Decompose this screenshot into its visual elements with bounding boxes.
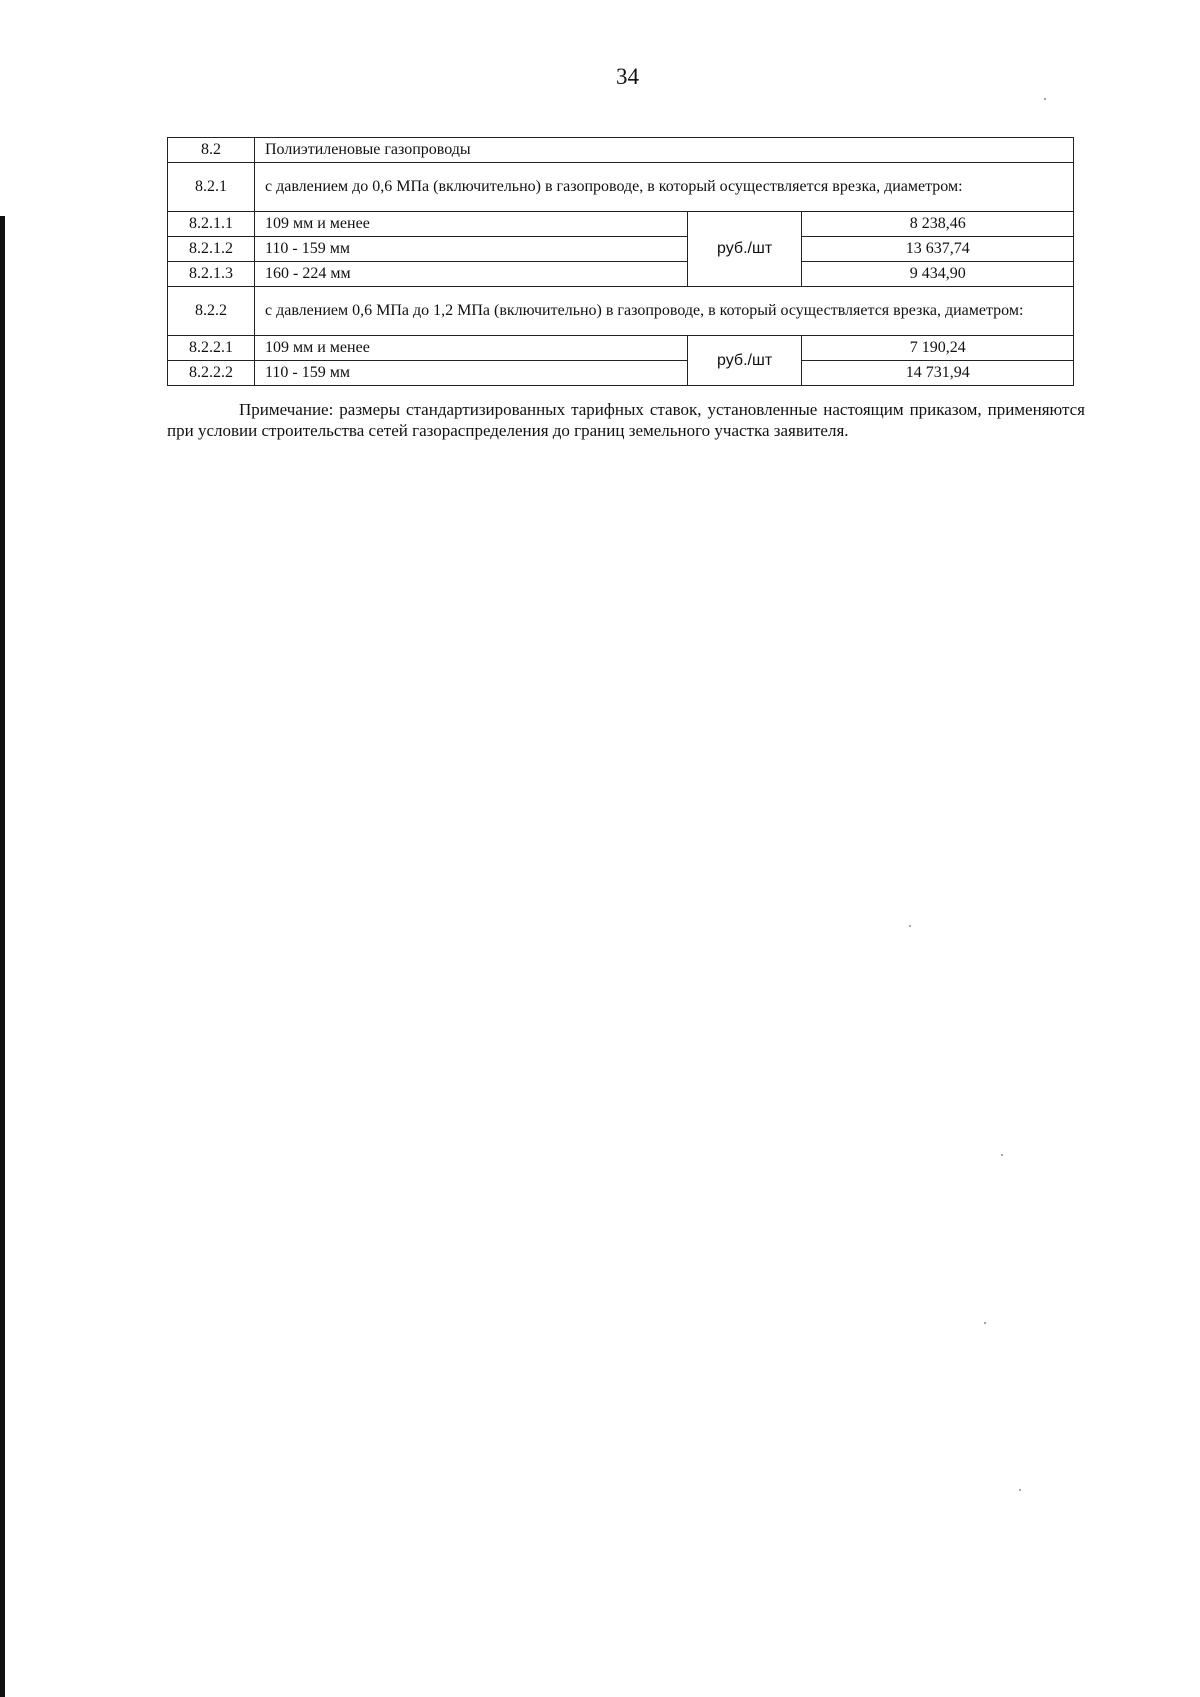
- row-value: 13 637,74: [802, 237, 1074, 262]
- scan-edge-shadow: [0, 216, 5, 1697]
- row-number: 8.2.1.3: [168, 262, 255, 287]
- row-value: 8 238,46: [802, 212, 1074, 237]
- scan-speck: [1019, 1489, 1021, 1491]
- row-description: 110 - 159 мм: [254, 361, 687, 386]
- row-description: 109 мм и менее: [254, 336, 687, 361]
- table-row: [168, 138, 1074, 163]
- row-number: 8.2.2.2: [168, 361, 255, 386]
- table-row: [168, 163, 1074, 212]
- table-row: [168, 237, 1074, 262]
- row-description: 109 мм и менее: [254, 212, 687, 237]
- row-description: 110 - 159 мм: [254, 237, 687, 262]
- row-description: Полиэтиленовые газопроводы: [254, 138, 1073, 163]
- table-row: [168, 262, 1074, 287]
- table-row: [168, 361, 1074, 386]
- scan-speck: [909, 925, 911, 927]
- row-number: 8.2: [168, 138, 255, 163]
- page-number: 34: [616, 64, 639, 89]
- scan-speck: [984, 1322, 986, 1324]
- row-value: 14 731,94: [802, 361, 1074, 386]
- row-number: 8.2.2.1: [168, 336, 255, 361]
- table-row: [168, 287, 1074, 336]
- row-number: 8.2.1: [168, 163, 255, 212]
- unit-cell: руб./шт: [687, 212, 802, 287]
- scan-speck: [1044, 98, 1046, 100]
- note-paragraph: Примечание: размеры стандартизированных тарифных ставок, установленные настоящим приказом, применяются при условии строительства сетей газораспределения до границ земельного участка заявителя.: [167, 400, 1085, 440]
- row-number: 8.2.1.2: [168, 237, 255, 262]
- table-row: [168, 336, 1074, 361]
- row-description: с давлением 0,6 МПа до 1,2 МПа (включительно) в газопроводе, в который осуществляется врезка, диаметром:: [254, 287, 1073, 336]
- row-number: 8.2.1.1: [168, 212, 255, 237]
- row-value: 9 434,90: [802, 262, 1074, 287]
- scan-speck: [1001, 1154, 1003, 1156]
- row-description: 160 - 224 мм: [254, 262, 687, 287]
- table-row: [168, 212, 1074, 237]
- row-description: с давлением до 0,6 МПа (включительно) в газопроводе, в который осуществляется врезка, диаметром:: [254, 163, 1073, 212]
- row-value: 7 190,24: [802, 336, 1074, 361]
- unit-cell: руб./шт: [687, 336, 802, 386]
- row-number: 8.2.2: [168, 287, 255, 336]
- tariff-table: [167, 137, 1074, 386]
